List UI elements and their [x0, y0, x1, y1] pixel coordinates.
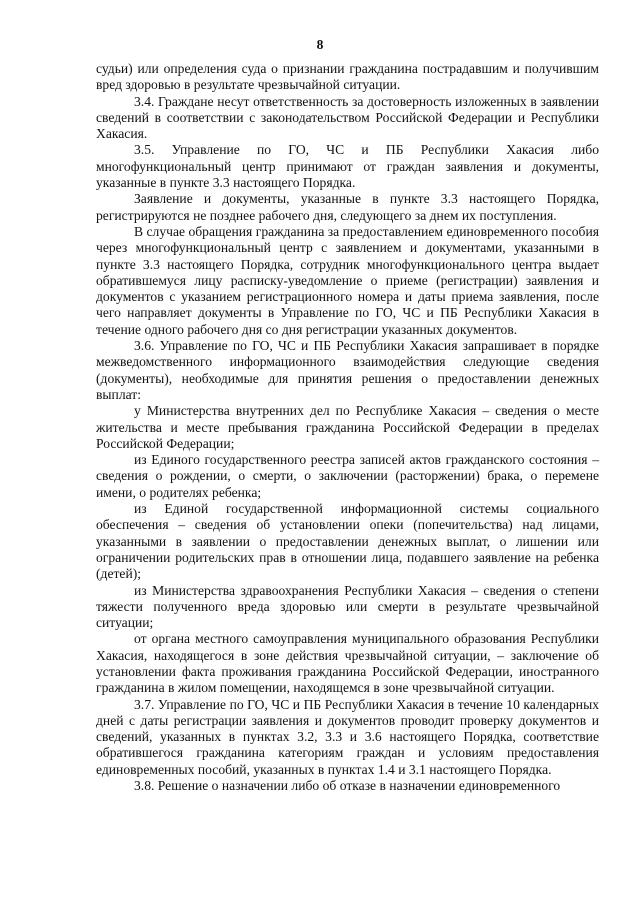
paragraph-3-4: 3.4. Граждане несут ответственность за достоверность изложенных в заявлении сведений в соответствии с законодательством Российской Федерации и Республики Хакасия.	[96, 93, 599, 142]
document-body	[96, 61, 599, 794]
paragraph-mvd: у Министерства внутренних дел по Республике Хакасия – сведения о месте жительства и месте пребывания гражданина Российской Федерации в пределах Российской Федерации;	[96, 403, 599, 451]
paragraph-registration: Заявление и документы, указанные в пункте 3.3 настоящего Порядка, регистрируются не позднее рабочего дня, следующего за днем их поступления.	[96, 191, 599, 223]
paragraph-continuation: судьи) или определения суда о признании гражданина пострадавшим и получившим вред здоровью в результате чрезвычайной ситуации.	[96, 61, 599, 93]
paragraph-local-government: от органа местного самоуправления муниципального образования Республики Хакасия, находящегося в зоне действия чрезвычайной ситуации, – заключение об установлении факта проживания гражданина Российской Федерации, иностранного гражданина в жилом помещении, находящемся в зоне чрезвычайной ситуации.	[96, 631, 599, 696]
paragraph-3-8: 3.8. Решение о назначении либо об отказе в назначении единовременного	[134, 778, 561, 794]
paragraph-mfc: В случае обращения гражданина за предоставлением единовременного пособия через многофункциональный центр с заявлением и документами, указанными в пункте 3.3 настоящего Порядка, сотрудник многофункционального центра выдает обратившемуся лицу расписку-уведомление о приеме (регистрации) заявления и документов с указанием регистрационного номера и даты приема заявления, после чего направляет документы в Управление по ГО, ЧС и ПБ Республики Хакасия в течение одного рабочего дня со дня регистрации указанных документов.	[96, 223, 599, 337]
paragraph-egisso: из Единой государственной информационной системы социального обеспечения – сведения об установлении опеки (попечительства) над лицами, указанными в заявлении о предоставлении денежных выплат, о лишении или ограничении родительских прав в отношении лица, подавшего заявление на ребенка (детей);	[96, 501, 599, 582]
paragraph-minzdrav: из Министерства здравоохранения Республики Хакасия – сведения о степени тяжести полученного вреда здоровью или смерти в результате чрезвычайной ситуации;	[96, 582, 599, 631]
paragraph-3-6: 3.6. Управление по ГО, ЧС и ПБ Республики Хакасия запрашивает в порядке межведомственного информационного взаимодействия следующие сведения (документы), необходимые для принятия решения о предоставлении денежных выплат:	[96, 338, 599, 402]
paragraph-3-5: 3.5. Управление по ГО, ЧС и ПБ Республики Хакасия либо многофункциональный центр принимают от граждан заявления и документы, указанные в пункте 3.3 настоящего Порядка.	[96, 142, 599, 191]
paragraph-3-7: 3.7. Управление по ГО, ЧС и ПБ Республики Хакасия в течение 10 календарных дней с даты регистрации заявления и документов проводит проверку документов и сведений, указанных в пунктах 3.2, 3.3 и 3.6 настоящего Порядка, соответствие обратившегося гражданина категориям граждан и условиям предоставления единовременных пособий, указанных в пунктах 1.4 и 3.1 настоящего Порядка.	[96, 696, 599, 777]
page-number: 8	[316, 37, 324, 52]
paragraph-zags: из Единого государственного реестра записей актов гражданского состояния – сведения о рождении, о смерти, о заключении (расторжении) брака, о перемене имени, о родителях ребенка;	[96, 452, 599, 500]
